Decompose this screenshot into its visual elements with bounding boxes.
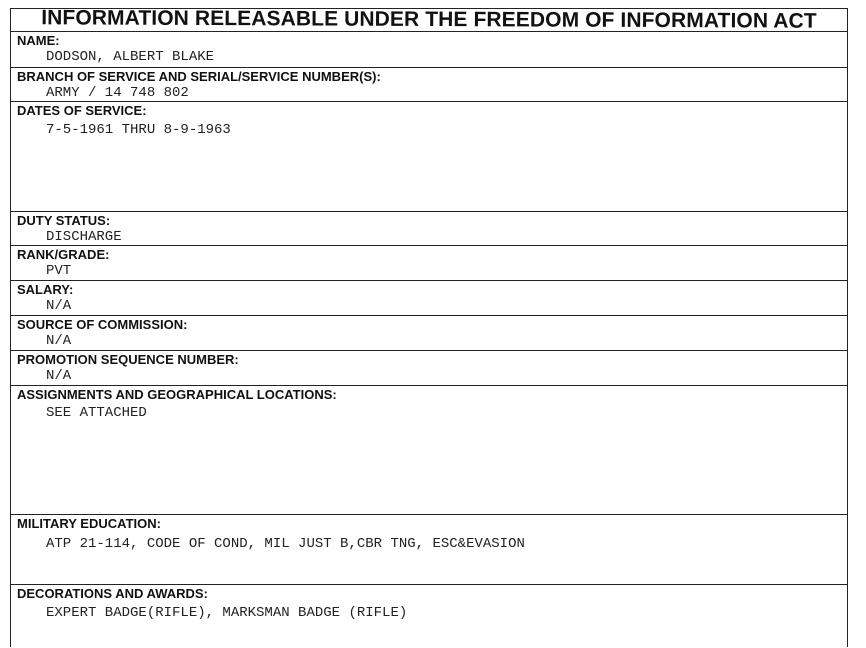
field-value: 7-5-1961 THRU 8-9-1963: [46, 122, 231, 138]
field-rank-grade: [11, 245, 847, 281]
field-value: N/A: [46, 368, 72, 384]
field-source-of-commission: [11, 315, 847, 351]
field-assignments: [11, 385, 847, 514]
field-value: N/A: [46, 333, 72, 349]
field-label: DUTY STATUS:: [17, 213, 111, 228]
field-value: DODSON, ALBERT BLAKE: [46, 49, 215, 65]
field-salary: [11, 280, 847, 316]
field-label: DATES OF SERVICE:: [17, 103, 147, 118]
field-value: ATP 21-114, CODE OF COND, MIL JUST B,CBR TNG, ESC&EVASION: [46, 536, 525, 552]
field-label: BRANCH OF SERVICE AND SERIAL/SERVICE NUMBER(S):: [17, 69, 381, 84]
field-label: RANK/GRADE:: [17, 247, 110, 262]
field-duty-status: [11, 211, 847, 247]
field-label: NAME:: [17, 33, 60, 48]
field-decorations-awards: [11, 584, 847, 648]
field-label: SOURCE OF COMMISSION:: [17, 317, 188, 332]
field-label: PROMOTION SEQUENCE NUMBER:: [17, 352, 239, 367]
field-label: DECORATIONS AND AWARDS:: [17, 586, 208, 601]
field-label: MILITARY EDUCATION:: [17, 516, 161, 531]
field-value: SEE ATTACHED: [46, 405, 147, 421]
field-value: N/A: [46, 298, 72, 314]
form-title: INFORMATION RELEASABLE UNDER THE FREEDOM OF INFORMATION ACT: [41, 6, 817, 33]
foia-form: [10, 8, 848, 647]
field-dates-of-service: [11, 101, 847, 211]
field-label: SALARY:: [17, 282, 74, 297]
field-value: PVT: [46, 263, 72, 279]
field-value: EXPERT BADGE(RIFLE), MARKSMAN BADGE (RIFLE): [46, 605, 408, 621]
field-value: DISCHARGE: [46, 229, 122, 245]
field-military-education: [11, 514, 847, 584]
field-value: ARMY / 14 748 802: [46, 85, 189, 101]
field-label: ASSIGNMENTS AND GEOGRAPHICAL LOCATIONS:: [17, 387, 337, 402]
field-promotion-sequence: [11, 350, 847, 386]
